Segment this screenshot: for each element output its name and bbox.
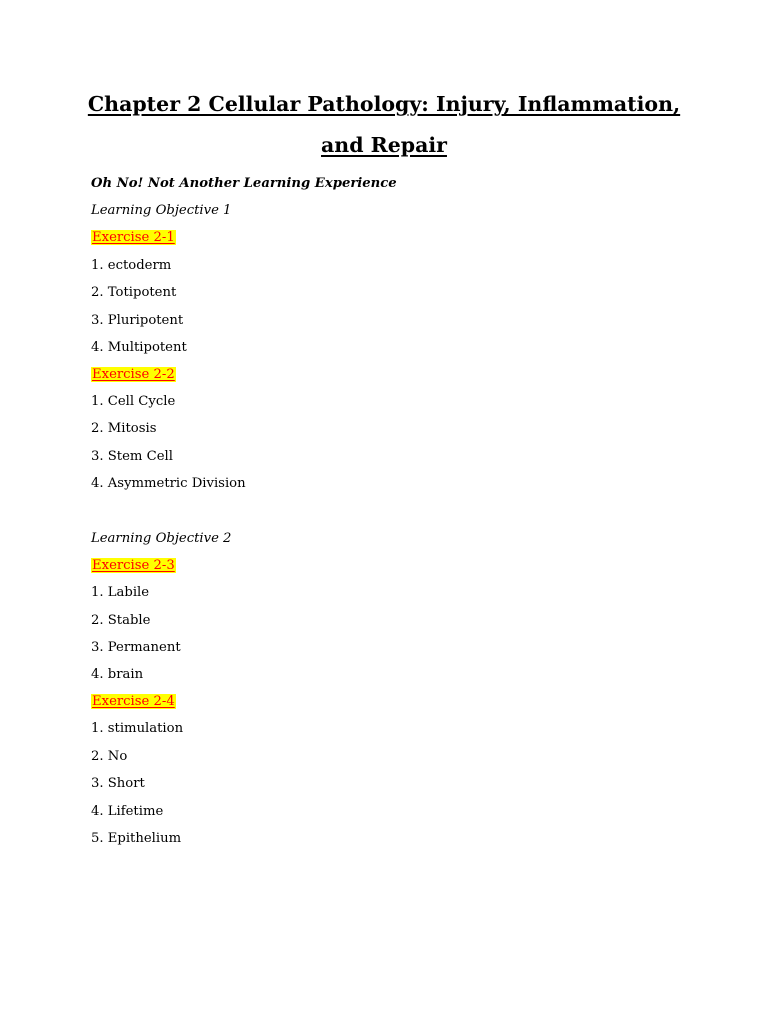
exercise-2-3-heading — [91, 557, 176, 575]
answer-item: 3. Stem Cell — [91, 449, 173, 464]
exercise-label: Exercise 2-1 — [92, 230, 175, 245]
page-title: Chapter 2 Cellular Pathology: Injury, Inflammation, and Repair — [87, 92, 681, 157]
answer-item: 3. Short — [91, 776, 145, 791]
answer-item: 4. Asymmetric Division — [91, 476, 246, 491]
exercise-label: Exercise 2-3 — [92, 558, 175, 573]
answer-item: 1. Labile — [91, 585, 150, 600]
answer-item: 4. brain — [91, 667, 144, 682]
exercise-label: Exercise 2-2 — [92, 367, 175, 382]
learning-objective-2-heading: Learning Objective 2 — [91, 531, 232, 546]
answer-item: 3. Permanent — [91, 640, 181, 655]
exercise-2-4-heading — [91, 693, 176, 711]
learning-objective-1-heading: Learning Objective 1 — [91, 203, 232, 218]
answer-item: 4. Lifetime — [91, 804, 164, 819]
answer-item: 1. stimulation — [91, 721, 184, 736]
answer-item: 2. Mitosis — [91, 421, 157, 436]
answer-item: 1. ectoderm — [91, 258, 172, 273]
answer-item: 4. Multipotent — [91, 340, 187, 355]
exercise-label: Exercise 2-4 — [92, 694, 175, 709]
exercise-2-2-heading — [91, 366, 176, 384]
exercise-2-1-heading — [91, 229, 176, 247]
answer-item: 2. Stable — [91, 613, 151, 628]
answer-item: 3. Pluripotent — [91, 313, 184, 328]
section-subtitle: Oh No! Not Another Learning Experience — [91, 176, 397, 191]
answer-item: 5. Epithelium — [91, 831, 182, 846]
answer-item: 2. Totipotent — [91, 285, 177, 300]
answer-item: 2. No — [91, 749, 128, 764]
answer-item: 1. Cell Cycle — [91, 394, 176, 409]
